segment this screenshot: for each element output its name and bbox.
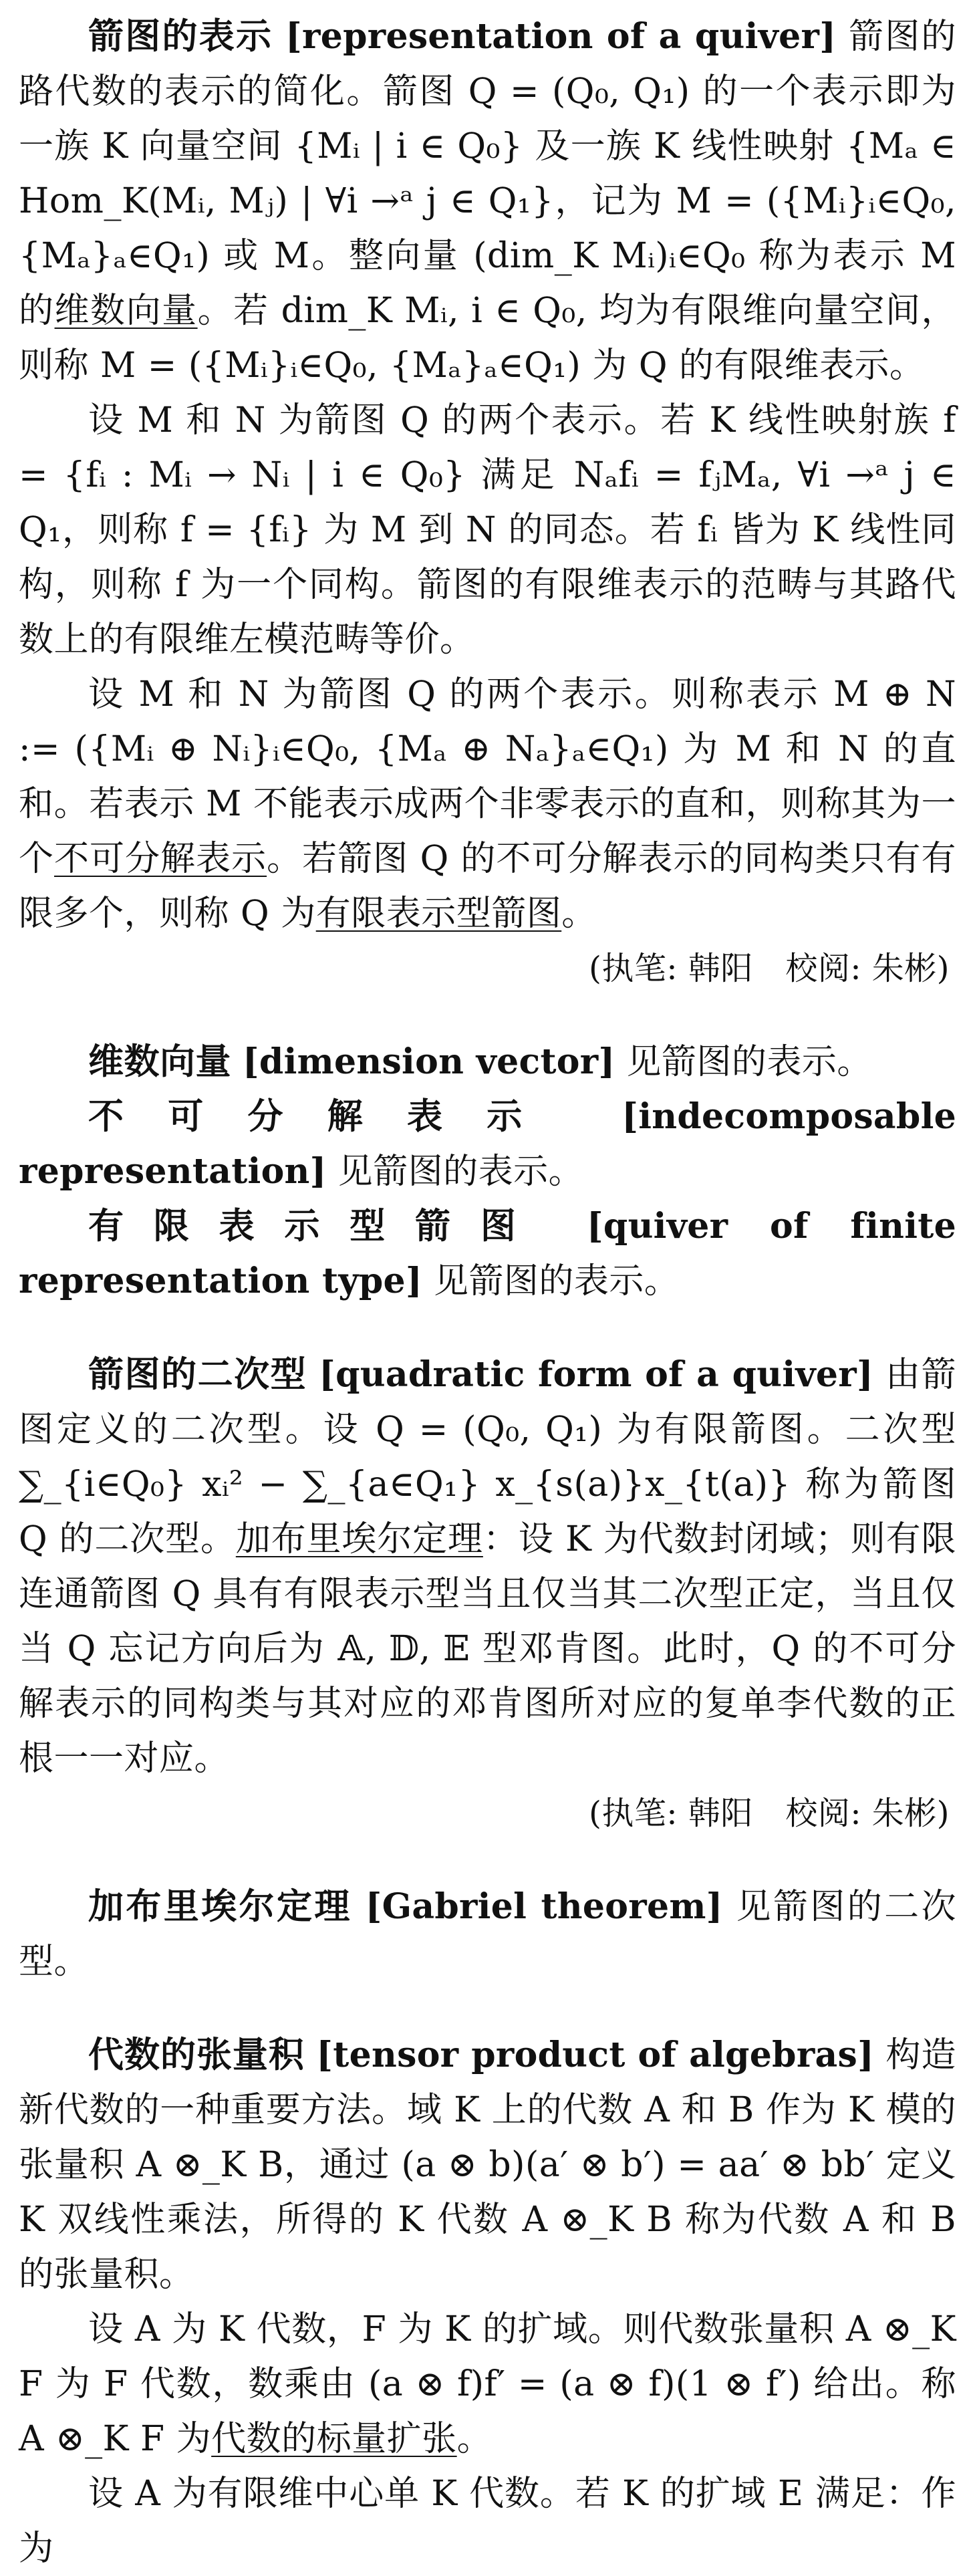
entry-headword: 代数的张量积 [88, 2035, 305, 2075]
entry-headword: 维数向量 [88, 1041, 231, 1082]
entry-paragraph [19, 1089, 956, 1199]
entry-paragraph [19, 2302, 956, 2466]
entry-quiver-representation [19, 9, 956, 996]
entry-text: 构造新代数的一种重要方法。域 K 上的代数 A 和 B 作为 K 模的张量积 A ⊗_K B，通过 (a ⊗ b)(a′ ⊗ b′) = aa′ ⊗ bb′ 定义 K 双线性乘法，所得的 K 代数 A ⊗_K B 称为代数 A 和 B 的张量积。 [19, 2035, 956, 2295]
entry-text: 。 [456, 2419, 493, 2459]
author-credit: (执笔: 韩阳 校阅: 朱彬) [589, 950, 950, 987]
cross-reference-link[interactable]: 代数的标量扩张 [211, 2419, 457, 2459]
entry-gabriel-theorem [19, 1880, 956, 1989]
entry-text: 见箭图的表示。 [433, 1261, 680, 1301]
entry-text: 。若 dim_K Mᵢ, i ∈ Q₀, 均为有限维向量空间，则称 M = ({Mᵢ}ᵢ∈Q₀, {Mₐ}ₐ∈Q₁) 为 Q 的有限维表示。 [19, 291, 956, 386]
entry-text: 见箭图的表示。 [337, 1152, 584, 1192]
entry-paragraph [19, 2028, 956, 2302]
entry-text: 。若箭图 Q 的不可分解表示的同构类只有有限多个，则称 Q 为 [19, 839, 956, 934]
entry-english-term: [Gabriel theorem] [365, 1886, 723, 1927]
entry-text: ：设 K 为代数封闭域；则有限连通箭图 Q 具有有限表示型当且仅当其二次型正定，当且仅当 Q 忘记方向后为 𝔸, 𝔻, 𝔼 型邓肯图。此时，Q 的不可分解表示的同构类与其对应的邓肯图所对应的复单李代数的正根一一对应。 [19, 1519, 956, 1779]
entry-text: 箭图的路代数的表示的简化。箭图 Q = (Q₀, Q₁) 的一个表示即为一族 K 向量空间 {Mᵢ | i ∈ Q₀} 及一族 K 线性映射 {Mₐ ∈ Hom_K(Mᵢ, Mⱼ) | ∀i →ᵃ j ∈ Q₁}，记为 M = ({Mᵢ}ᵢ∈Q₀, {Mₐ}ₐ∈Q₁) 或 M。整向量 (dim_K Mᵢ)ᵢ∈Q₀ 称为表示 M 的 [19, 17, 956, 331]
cross-reference-link[interactable]: 加布里埃尔定理 [235, 1519, 483, 1559]
entry-text: 设 A 为 K 代数，F 为 K 的扩域。则代数张量积 A ⊗_K F 为 F 代数，数乘由 (a ⊗ f)f′ = (a ⊗ f)(1 ⊗ f′) 给出。称 A ⊗_K F 为 [19, 2309, 956, 2459]
entry-headword: 箭图的表示 [88, 16, 273, 57]
cross-reference-link[interactable]: 不可分解表示 [54, 839, 267, 879]
entry-english-term: [quadratic form of a quiver] [319, 1354, 873, 1395]
entry-english-term: [quiver of finite representation type] [19, 1206, 956, 1301]
entry-separator [19, 1309, 956, 1347]
entry-quadratic-form [19, 1347, 956, 1841]
entry-headword: 箭图的二次型 [88, 1354, 307, 1395]
entry-text: 设 M 和 N 为箭图 Q 的两个表示。若 K 线性映射族 f = {fᵢ : Mᵢ → Nᵢ | i ∈ Q₀} 满足 Nₐfᵢ = fⱼMₐ, ∀i →ᵃ j ∈ Q₁，则称 f = {fᵢ} 为 M 到 N 的同态。若 fᵢ 皆为 K 线性同构，则称 f 为一个同构。箭图的有限维表示的范畴与其路代数上的有限维左模范畴等价。 [19, 400, 956, 660]
cross-reference-link[interactable]: 有限表示型箭图 [315, 894, 562, 934]
entry-separator [19, 1989, 956, 2028]
entry-paragraph [19, 1880, 956, 1989]
entry-paragraph [19, 9, 956, 393]
entry-text: 由箭图定义的二次型。设 Q = (Q₀, Q₁) 为有限箭图。二次型 ∑_{i∈Q₀} xᵢ² − ∑_{a∈Q₁} x_{s(a)}x_{t(a)} 称为箭图 Q 的二次型。 [19, 1355, 957, 1559]
entry-paragraph [19, 667, 956, 941]
entry-english-term: [indecomposable representation] [19, 1096, 957, 1192]
entry-paragraph [19, 393, 956, 667]
author-credit: (执笔: 韩阳 校阅: 朱彬) [589, 1795, 950, 1832]
entry-text: 。 [561, 894, 597, 934]
entry-english-term: [representation of a quiver] [285, 16, 837, 57]
entry-english-term: [dimension vector] [243, 1041, 615, 1082]
entry-paragraph [19, 1199, 956, 1309]
entry-text: 设 A 为有限维中心单 K 代数。若 K 的扩域 E 满足：作为 [19, 2474, 956, 2569]
entry-paragraph [19, 1035, 956, 1089]
entry-dimension-vector [19, 1035, 956, 1089]
entry-separator [19, 1841, 956, 1880]
entry-tensor-product [19, 2028, 956, 2576]
entry-text: 见箭图的表示。 [626, 1042, 872, 1082]
entry-paragraph [19, 2466, 956, 2576]
entry-english-term: [tensor product of algebras] [316, 2035, 874, 2075]
cross-reference-link[interactable]: 维数向量 [54, 291, 198, 331]
entry-separator [19, 996, 956, 1035]
entry-text: 见箭图的二次型。 [19, 1887, 957, 1982]
entry-headword: 加布里埃尔定理 [88, 1886, 352, 1927]
entry-indecomposable-representation [19, 1089, 956, 1199]
entry-headword: 有限表示型箭图 [88, 1206, 546, 1247]
entry-text: 设 M 和 N 为箭图 Q 的两个表示。则称表示 M ⊕ N := ({Mᵢ ⊕ Nᵢ}ᵢ∈Q₀, {Mₐ ⊕ Nₐ}ₐ∈Q₁) 为 M 和 N 的直和。若表示 M 不能表示成两个非零表示的直和，则称其为一个 [19, 674, 956, 879]
entry-headword: 不可分解表示 [88, 1096, 567, 1137]
entry-paragraph [19, 1347, 956, 1786]
entry-finite-representation-type [19, 1199, 956, 1309]
